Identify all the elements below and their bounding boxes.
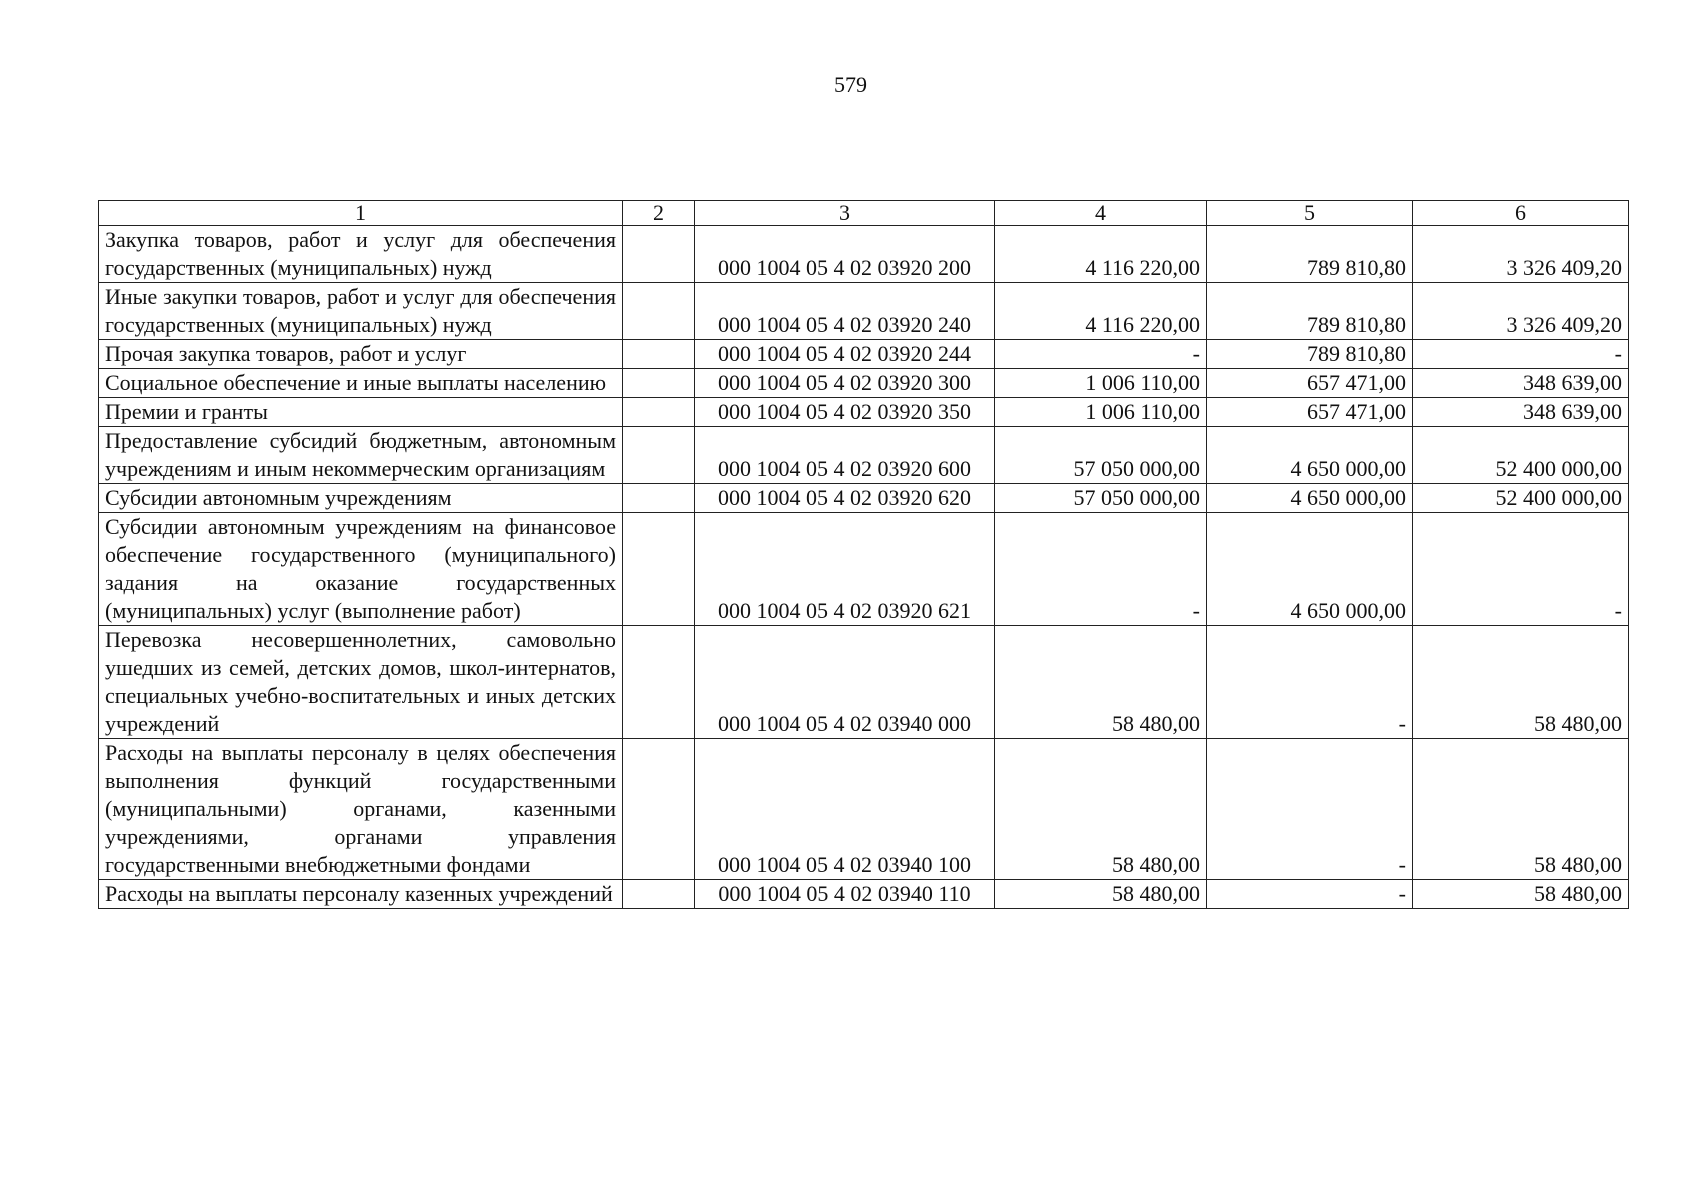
row-code: 000 1004 05 4 02 03920 240 [695, 283, 995, 340]
column-header: 2 [623, 201, 695, 226]
row-name: Расходы на выплаты персоналу казенных учреждений [99, 880, 623, 909]
row-name: Прочая закупка товаров, работ и услуг [99, 340, 623, 369]
table-row [99, 226, 1629, 283]
row-code: 000 1004 05 4 02 03940 100 [695, 739, 995, 880]
row-col2 [623, 398, 695, 427]
row-name: Премии и гранты [99, 398, 623, 427]
row-col4-value: 4 116 220,00 [995, 283, 1207, 340]
row-code: 000 1004 05 4 02 03940 000 [695, 626, 995, 739]
column-header: 5 [1207, 201, 1413, 226]
table-row [99, 484, 1629, 513]
row-col6-value: 348 639,00 [1413, 369, 1629, 398]
table-row [99, 340, 1629, 369]
row-col5-value: 4 650 000,00 [1207, 484, 1413, 513]
row-col5-value: 789 810,80 [1207, 226, 1413, 283]
table-row [99, 880, 1629, 909]
row-col2 [623, 484, 695, 513]
row-col5-value: 4 650 000,00 [1207, 513, 1413, 626]
row-col4-value: - [995, 513, 1207, 626]
column-header: 4 [995, 201, 1207, 226]
row-code: 000 1004 05 4 02 03920 244 [695, 340, 995, 369]
row-code: 000 1004 05 4 02 03920 620 [695, 484, 995, 513]
row-col6-value: 3 326 409,20 [1413, 226, 1629, 283]
row-col6-value: 52 400 000,00 [1413, 427, 1629, 484]
table-row [99, 398, 1629, 427]
row-name: Социальное обеспечение и иные выплаты населению [99, 369, 623, 398]
row-name: Перевозка несовершеннолетних, самовольно ушедших из семей, детских домов, школ-интернатов, специальных учебно-воспитательных и иных детских учреждений [99, 626, 623, 739]
table-row [99, 369, 1629, 398]
row-col5-value: - [1207, 739, 1413, 880]
row-code: 000 1004 05 4 02 03920 350 [695, 398, 995, 427]
row-code: 000 1004 05 4 02 03920 621 [695, 513, 995, 626]
row-col6-value: 348 639,00 [1413, 398, 1629, 427]
column-header: 1 [99, 201, 623, 226]
row-col2 [623, 427, 695, 484]
row-name: Субсидии автономным учреждениям [99, 484, 623, 513]
row-col5-value: 657 471,00 [1207, 398, 1413, 427]
row-name: Субсидии автономным учреждениям на финансовое обеспечение государственного (муниципального) задания на оказание государственных (муниципальных) услуг (выполнение работ) [99, 513, 623, 626]
row-col2 [623, 226, 695, 283]
row-name: Расходы на выплаты персоналу в целях обеспечения выполнения функций государственными (муниципальными) органами, казенными учреждениями, органами управления государственными внебюджетными фондами [99, 739, 623, 880]
row-col2 [623, 513, 695, 626]
row-col5-value: 789 810,80 [1207, 283, 1413, 340]
row-col6-value: - [1413, 513, 1629, 626]
row-col5-value: - [1207, 880, 1413, 909]
header-row [99, 201, 1629, 226]
row-col4-value: - [995, 340, 1207, 369]
row-code: 000 1004 05 4 02 03920 200 [695, 226, 995, 283]
row-col6-value: 58 480,00 [1413, 626, 1629, 739]
row-col6-value: 3 326 409,20 [1413, 283, 1629, 340]
row-col6-value: 52 400 000,00 [1413, 484, 1629, 513]
row-col4-value: 57 050 000,00 [995, 484, 1207, 513]
row-col2 [623, 283, 695, 340]
table-row [99, 739, 1629, 880]
row-col6-value: 58 480,00 [1413, 880, 1629, 909]
row-col5-value: 4 650 000,00 [1207, 427, 1413, 484]
budget-table [98, 200, 1629, 909]
row-col2 [623, 340, 695, 369]
row-col5-value: 657 471,00 [1207, 369, 1413, 398]
column-header: 6 [1413, 201, 1629, 226]
row-name: Предоставление субсидий бюджетным, автономным учреждениям и иным некоммерческим организациям [99, 427, 623, 484]
row-name: Иные закупки товаров, работ и услуг для обеспечения государственных (муниципальных) нужд [99, 283, 623, 340]
row-col4-value: 1 006 110,00 [995, 369, 1207, 398]
row-col4-value: 58 480,00 [995, 626, 1207, 739]
row-col5-value: - [1207, 626, 1413, 739]
row-code: 000 1004 05 4 02 03920 600 [695, 427, 995, 484]
table-row [99, 513, 1629, 626]
table-row [99, 427, 1629, 484]
row-col2 [623, 369, 695, 398]
page-number: 579 [834, 72, 867, 97]
row-col4-value: 1 006 110,00 [995, 398, 1207, 427]
row-col2 [623, 739, 695, 880]
row-col5-value: 789 810,80 [1207, 340, 1413, 369]
table-row [99, 626, 1629, 739]
row-col6-value: 58 480,00 [1413, 739, 1629, 880]
row-col2 [623, 880, 695, 909]
table-row [99, 283, 1629, 340]
row-col4-value: 58 480,00 [995, 739, 1207, 880]
row-code: 000 1004 05 4 02 03940 110 [695, 880, 995, 909]
row-col4-value: 57 050 000,00 [995, 427, 1207, 484]
row-code: 000 1004 05 4 02 03920 300 [695, 369, 995, 398]
row-col6-value: - [1413, 340, 1629, 369]
row-col4-value: 58 480,00 [995, 880, 1207, 909]
row-col2 [623, 626, 695, 739]
row-name: Закупка товаров, работ и услуг для обеспечения государственных (муниципальных) нужд [99, 226, 623, 283]
row-col4-value: 4 116 220,00 [995, 226, 1207, 283]
column-header: 3 [695, 201, 995, 226]
